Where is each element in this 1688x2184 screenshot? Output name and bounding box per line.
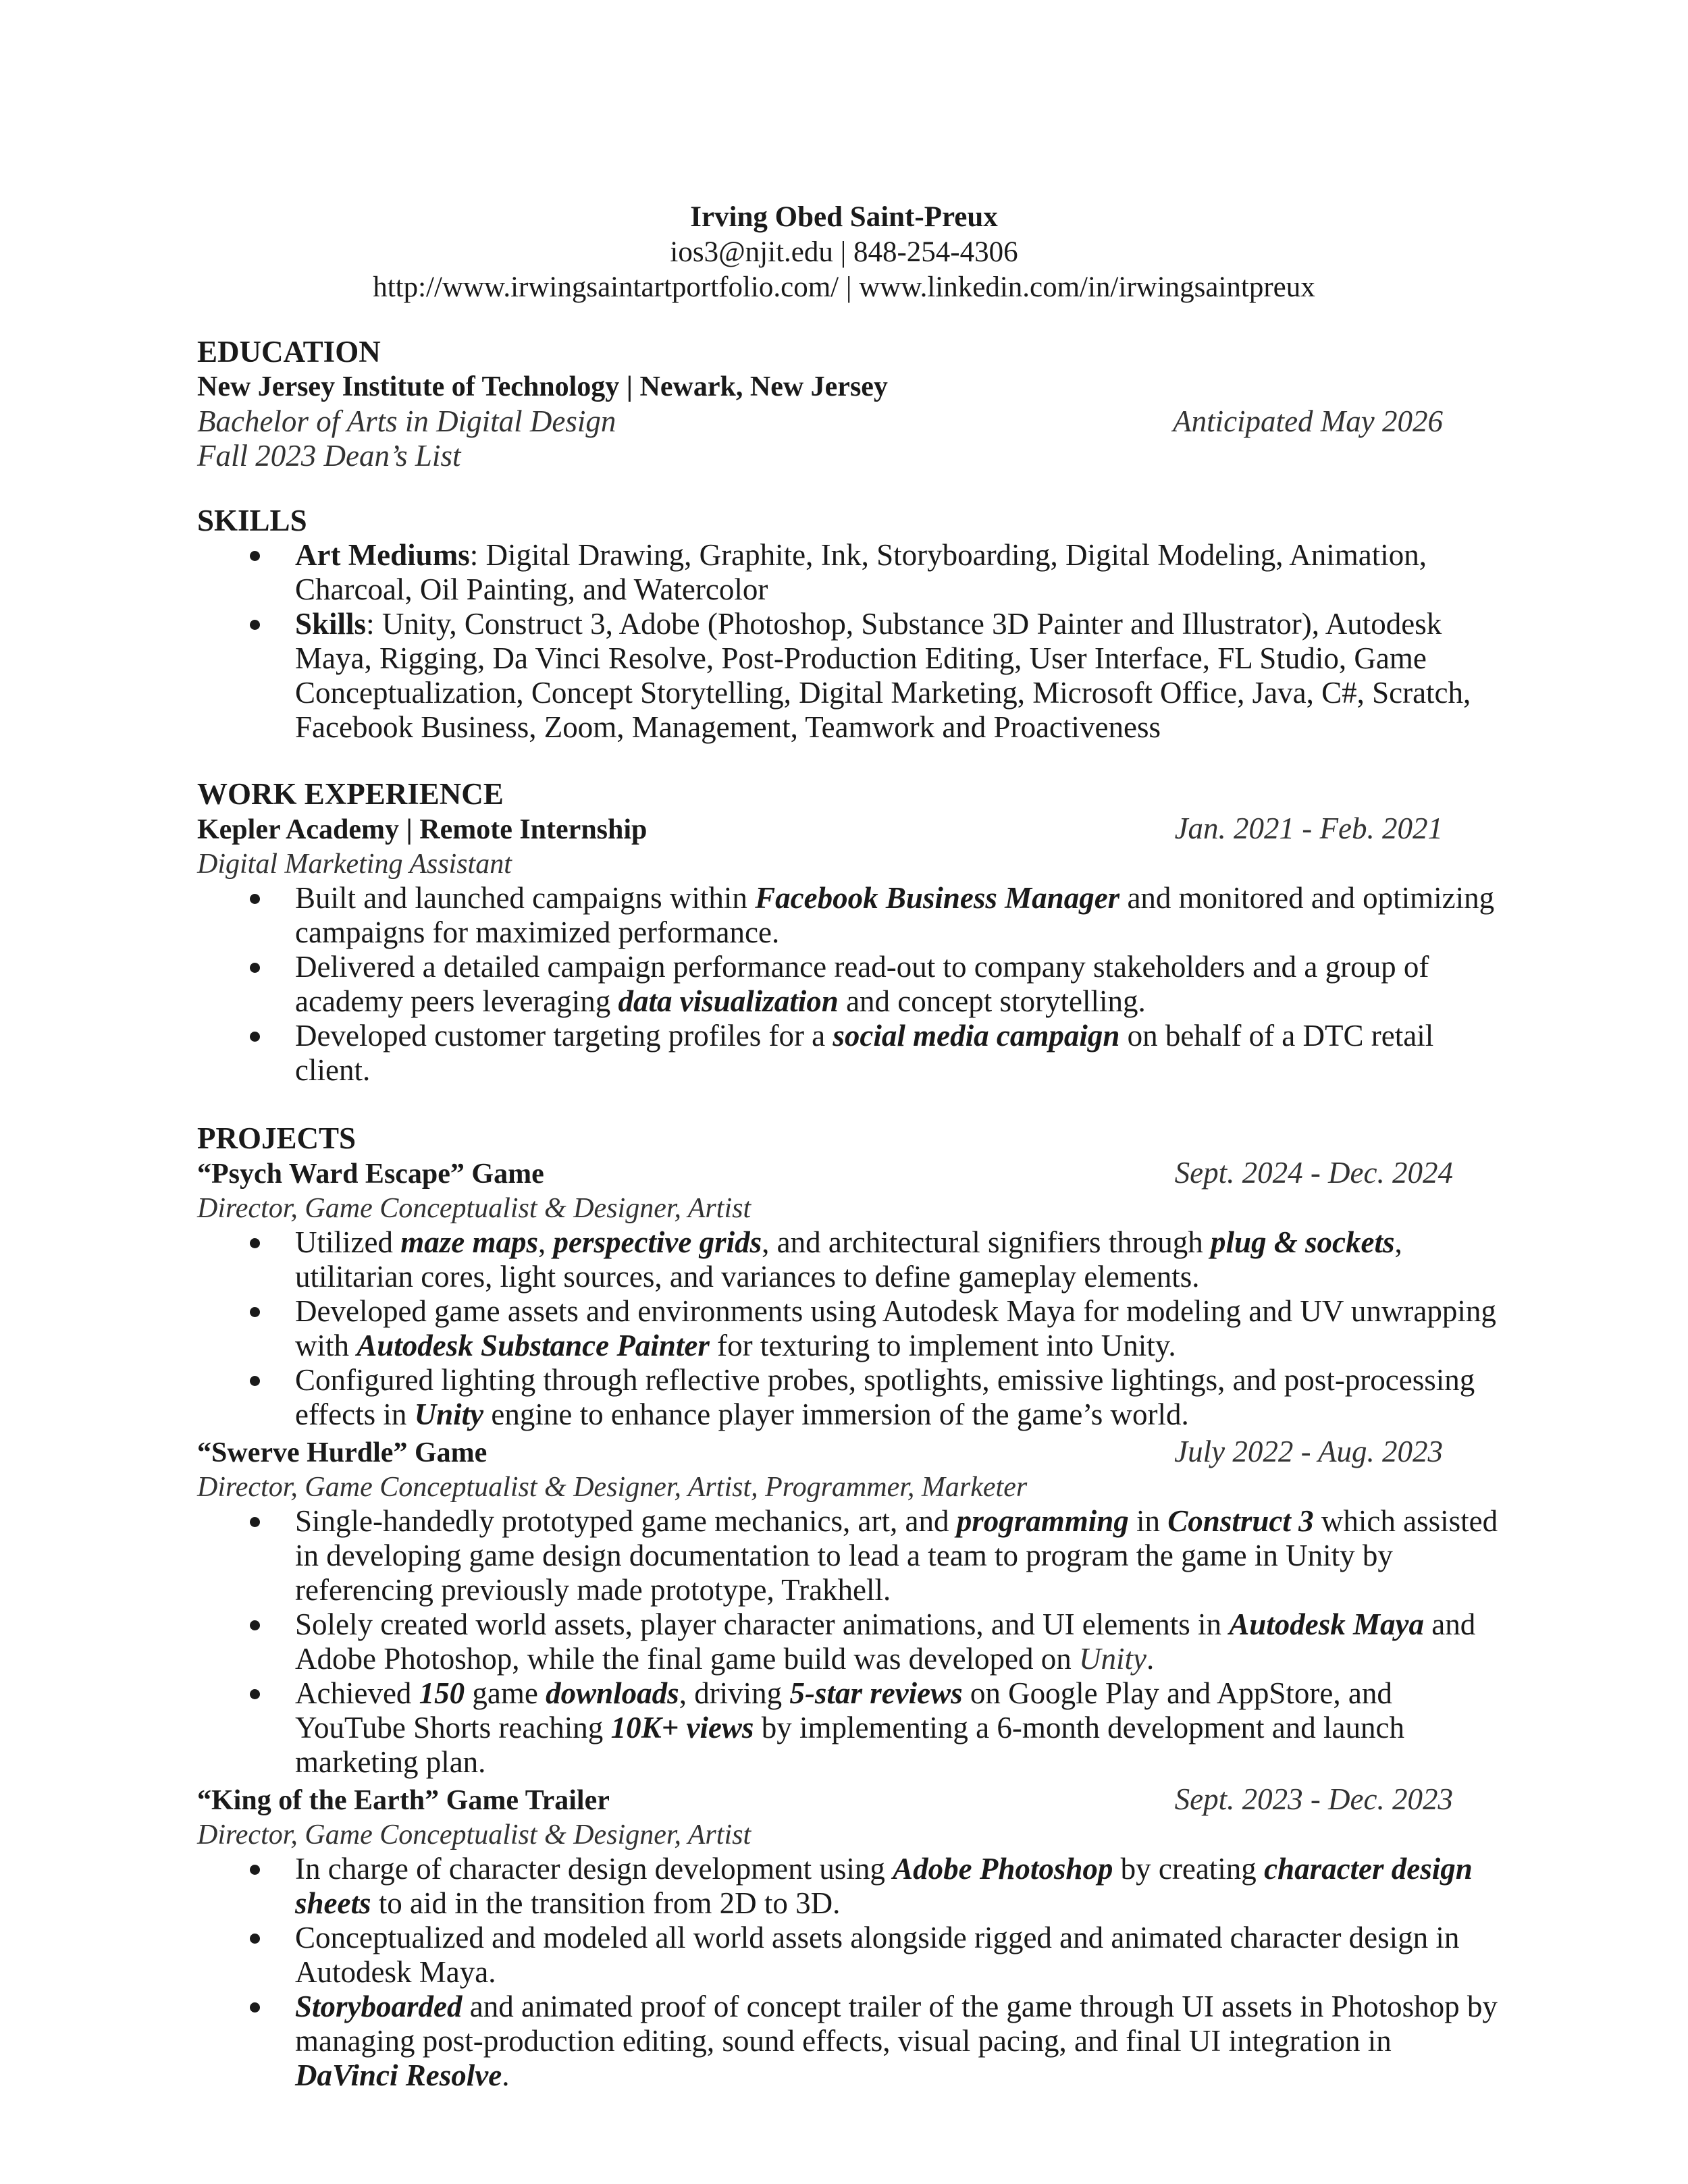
text-run: Autodesk Substance Painter	[357, 1329, 710, 1362]
list-item	[197, 1363, 1500, 1432]
resume-header	[0, 200, 1688, 305]
education-section	[197, 334, 1500, 473]
list-item	[197, 1676, 1500, 1780]
text-run: and Adobe Photoshop, while the final game build was developed on	[295, 1607, 1476, 1676]
text-run: game	[465, 1676, 546, 1710]
text-run: In charge of character design development using	[295, 1852, 893, 1886]
project-name: “Swerve Hurdle” Game	[197, 1437, 487, 1468]
degree: Bachelor of Arts in Digital Design	[197, 404, 616, 438]
text-run: character design sheets	[295, 1852, 1473, 1920]
work-section	[197, 776, 1500, 1088]
text-run: by implementing a 6-month development and launch marketing plan.	[295, 1711, 1404, 1779]
project-date: July 2022 - Aug. 2023	[1174, 1435, 1443, 1468]
list-item	[197, 1225, 1500, 1294]
text-run: Utilized	[295, 1225, 401, 1259]
text-run: DaVinci Resolve	[295, 2058, 502, 2092]
list-item	[197, 1852, 1500, 1921]
text-run: for texturing to implement into Unity.	[709, 1329, 1176, 1362]
text-run: Developed game assets and environments using Autodesk Maya for modeling and UV unwrapping with	[295, 1294, 1496, 1362]
text-run: programming	[956, 1504, 1129, 1538]
project-role: Director, Game Conceptualist & Designer, Artist	[197, 1193, 751, 1224]
work-date: Jan. 2021 - Feb. 2021	[1174, 811, 1443, 845]
list-item	[197, 1019, 1500, 1088]
list-item	[197, 1294, 1500, 1363]
text-run: Unity	[414, 1397, 484, 1431]
text-run: Achieved	[295, 1676, 419, 1710]
email-phone: ios3@njit.edu | 848-254-4306	[670, 236, 1018, 268]
skill-item: Skills: Unity, Construct 3, Adobe (Photoshop, Substance 3D Painter and Illustrator), Autodesk Maya, Rigging, Da Vinci Resolve, Post-Production Editing, User Interface, FL Studio, Game Conceptualization, Concept Storytelling, Digital Marketing, Microsoft Office, Java, C#, Scratch, Facebook Business, Zoom, Management, Teamwork and Proactiveness	[197, 607, 1500, 745]
text-run: Construct 3	[1167, 1504, 1314, 1538]
text-run: on Google Play and AppStore, and YouTube Shorts reaching	[295, 1676, 1392, 1744]
text-run: data visualization	[618, 984, 839, 1018]
project-date: Sept. 2023 - Dec. 2023	[1174, 1782, 1453, 1816]
text-run: which assisted in developing game design documentation to lead a team to program the game in Unity by referencing previously made prototype, Trakhell.	[295, 1504, 1498, 1607]
text-run: 5-star reviews	[789, 1676, 963, 1710]
skills-title: SKILLS	[197, 504, 307, 537]
list-item	[197, 1504, 1500, 1607]
skill-item: Art Mediums: Digital Drawing, Graphite, Ink, Storyboarding, Digital Modeling, Animation, Charcoal, Oil Painting, and Watercolor	[197, 538, 1500, 607]
text-run: , utilitarian cores, light sources, and variances to define gameplay elements.	[295, 1225, 1402, 1294]
text-run: Adobe Photoshop	[893, 1852, 1113, 1886]
project-date: Sept. 2024 - Dec. 2024	[1174, 1156, 1453, 1190]
projects-title: PROJECTS	[197, 1121, 357, 1155]
text-run: 10K+ views	[610, 1711, 754, 1744]
skills-section	[197, 503, 1500, 745]
education-date: Anticipated May 2026	[1173, 404, 1443, 438]
list-item	[197, 881, 1500, 950]
projects-section	[197, 1121, 1500, 2093]
school-name: New Jersey Institute of Technology | Newark, New Jersey	[197, 371, 888, 402]
text-run: downloads	[546, 1676, 679, 1710]
list-item	[197, 1607, 1500, 1676]
text-run: maze maps	[400, 1225, 538, 1259]
text-run: Autodesk Maya	[1229, 1607, 1425, 1641]
text-run: .	[502, 2058, 510, 2092]
education-title: EDUCATION	[197, 335, 381, 369]
text-run: Single-handedly prototyped game mechanics, art, and	[295, 1504, 957, 1538]
text-run: social media campaign	[833, 1019, 1120, 1053]
project-name: “King of the Earth” Game Trailer	[197, 1785, 610, 1816]
text-run: , and architectural signifiers through	[762, 1225, 1211, 1259]
text-run: Delivered a detailed campaign performance read-out to company stakeholders and a group of academy peers leveraging	[295, 950, 1429, 1018]
text-run: perspective grids	[553, 1225, 762, 1259]
text-run: and monitored and optimizing campaigns for maximized performance.	[295, 881, 1495, 949]
text-run: Configured lighting through reflective probes, spotlights, emissive lightings, and post-processing effects in	[295, 1363, 1475, 1431]
text-run: 150	[419, 1676, 465, 1710]
project-role: Director, Game Conceptualist & Designer, Artist, Programmer, Marketer	[197, 1472, 1028, 1503]
project-role: Director, Game Conceptualist & Designer, Artist	[197, 1819, 751, 1850]
honor: Fall 2023 Dean’s List	[197, 439, 461, 473]
work-role: Digital Marketing Assistant	[197, 849, 512, 880]
text-run: Storyboarded	[295, 1990, 463, 2023]
text-run: Conceptualized and modeled all world assets alongside rigged and animated character design in Autodesk Maya.	[295, 1921, 1460, 1989]
text-run: on behalf of a DTC retail client.	[295, 1019, 1434, 1087]
work-org: Kepler Academy | Remote Internship	[197, 814, 648, 845]
text-run: and concept storytelling.	[838, 984, 1146, 1018]
text-run: engine to enhance player immersion of the game’s world.	[483, 1397, 1189, 1431]
text-run: , driving	[679, 1676, 790, 1710]
text-run: Solely created world assets, player character animations, and UI elements in	[295, 1607, 1230, 1641]
text-run: by creating	[1113, 1852, 1265, 1886]
text-run: in	[1128, 1504, 1168, 1538]
text-run: Unity	[1079, 1642, 1147, 1676]
list-item	[197, 1921, 1500, 1990]
work-title: WORK EXPERIENCE	[197, 777, 504, 811]
text-run: Developed customer targeting profiles for a	[295, 1019, 833, 1053]
text-run: Facebook Business Manager	[755, 881, 1120, 915]
text-run: to aid in the transition from 2D to 3D.	[371, 1886, 841, 1920]
list-item	[197, 1990, 1500, 2093]
text-run: and animated proof of concept trailer of the game through UI assets in Photoshop by managing post-production editing, sound effects, visual pacing, and final UI integration in	[295, 1990, 1498, 2058]
text-run: ,	[537, 1225, 554, 1259]
list-item	[197, 950, 1500, 1019]
text-run: Built and launched campaigns within	[295, 881, 756, 915]
project-name: “Psych Ward Escape” Game	[197, 1158, 544, 1190]
portfolio-links: http://www.irwingsaintartportfolio.com/ | www.linkedin.com/in/irwingsaintpreux	[373, 271, 1315, 303]
text-run: plug & sockets	[1210, 1225, 1395, 1259]
text-run: .	[1146, 1642, 1155, 1676]
candidate-name: Irving Obed Saint-Preux	[690, 201, 998, 233]
